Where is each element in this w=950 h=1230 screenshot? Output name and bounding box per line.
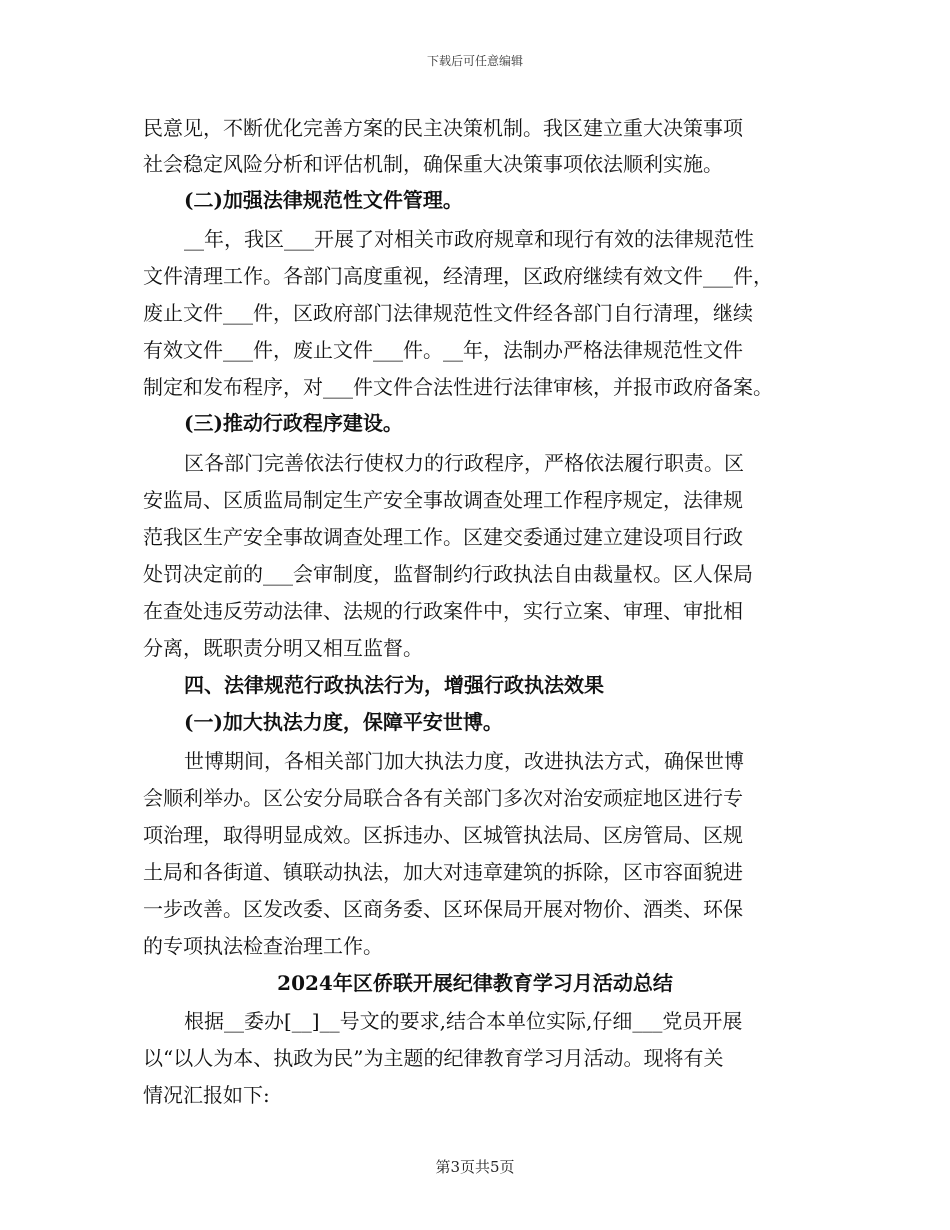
body-line: 的专项执法检查治理工作。 (143, 934, 383, 958)
body-line: 会顺利举办。区公安分局联合各有关部门多次对治安顽症地区进行专 (143, 786, 743, 810)
body-line: 有效文件___件，废止文件___件。__年，法制办严格法律规范性文件 (143, 338, 743, 362)
body-line: 处罚决定前的___会审制度，监督制约行政执法自由裁量权。区人保局 (143, 562, 753, 586)
document-title: 2024年区侨联开展纪律教育学习月活动总结 (277, 971, 673, 995)
body-line: 土局和各街道、镇联动执法，加大对违章建筑的拆除，区市容面貌进 (143, 860, 743, 884)
body-line: 项治理，取得明显成效。区拆违办、区城管执法局、区房管局、区规 (143, 823, 743, 847)
page-header: 下载后可任意编辑 (426, 54, 523, 68)
body-line: 在查处违反劳动法律、法规的行政案件中，实行立案、审理、审批相 (143, 599, 743, 623)
body-line: __年，我区___开展了对相关市政府规章和现行有效的法律规范性 (184, 227, 754, 251)
body-line: 社会稳定风险分析和评估机制，确保重大决策事项依法顺利实施。 (143, 152, 723, 176)
page-number: 第3页共5页 (435, 1158, 515, 1176)
section-heading: (三)推动行政程序建设。 (184, 411, 403, 435)
body-line: 安监局、区质监局制定生产安全事故调查处理工作程序规定，法律规 (143, 488, 743, 512)
section-heading: (一)加大执法力度，保障平安世博。 (184, 710, 503, 734)
body-line: 一步改善。区发改委、区商务委、区环保局开展对物价、酒类、环保 (143, 897, 743, 921)
body-line: 根据__委办[__]__号文的要求,结合本单位实际,仔细___党员开展 (184, 1009, 743, 1033)
body-line: 废止文件___件，区政府部门法律规范性文件经各部门自行清理，继续 (143, 301, 753, 325)
body-line: 制定和发布程序，对___件文件合法性进行法律审核，并报市政府备案。 (143, 375, 773, 399)
section-heading: (二)加强法律规范性文件管理。 (184, 188, 463, 212)
body-line: 世博期间，各相关部门加大执法力度，改进执法方式，确保世博 (184, 749, 744, 773)
body-line: 文件清理工作。各部门高度重视，经清理，区政府继续有效文件___件， (143, 264, 773, 288)
body-line: 范我区生产安全事故调查处理工作。区建交委通过建立建设项目行政 (143, 525, 743, 549)
body-line: 以“以人为本、执政为民”为主题的纪律教育学习月活动。现将有关 (143, 1046, 724, 1070)
body-line: 情况汇报如下: (143, 1083, 270, 1107)
chapter-heading: 四、法律规范行政执法行为，增强行政执法效果 (184, 673, 604, 697)
body-line: 分离，既职责分明又相互监督。 (143, 636, 423, 660)
body-line: 民意见，不断优化完善方案的民主决策机制。我区建立重大决策事项 (143, 116, 743, 140)
body-line: 区各部门完善依法行使权力的行政程序，严格依法履行职责。区 (184, 451, 744, 475)
